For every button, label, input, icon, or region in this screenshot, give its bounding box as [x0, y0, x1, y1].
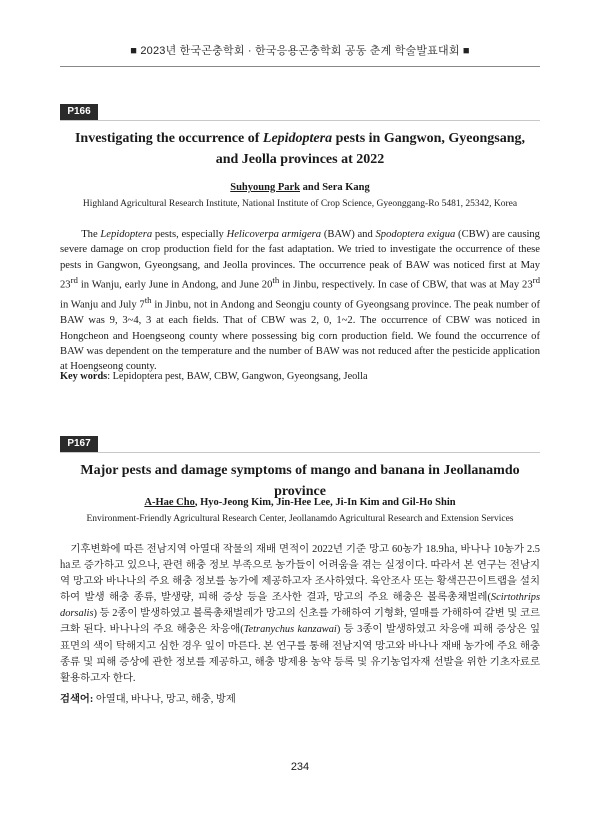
- paper-abstract: 기후변화에 따른 전남지역 아열대 작물의 재배 면적이 2022년 기준 망고 60농가 18.9㏊, 바나나 10농가 2.5㏊로 증가하고 있으나, 관련 해충 정보 부족으로 농가들이 어려움을 겪는 실정이다. 따라서 본 연구는 전남지역 망고와 바나나의 주요 해충 정보를 농가에 제공하고자 조사하였다. 육안조사 또는 황색끈끈이트랩을 설치하여 발생 해충 종류, 발생량, 피해 증상 등을 조사한 결과, 망고의 주요 해충은 볼록총채벌레(Scirtothrips dorsalis) 등 2종이 발생하였고 볼록총채벌레가 망고의 신초를 가해하여 기형화, 열매를 가해하여 갈변 및 코르크화 된다. 바나나의 주요 해충은 차응애(Tetranychus kanzawai) 등 3종이 발생하였고 차응애 피해 증상은 잎 표면의 색이 탁해지고 심한 경우 잎이 마른다. 본 연구를 통해 전남지역 망고와 바나나 재배 농가에 주요 해충 종류 및 피해 증상에 관한 정보를 제공하고, 해충 방제용 농약 등록 및 유기농업자재 선발을 위한 기초자료로 활용하고자 한다.: [60, 544, 541, 684]
- paper-authors: Suhyoung Park and Sera Kang: [230, 182, 370, 193]
- conference-header: ■ 2023년 한국곤충학회 · 한국응용곤충학회 공동 춘계 학술발표대회 ■: [130, 45, 470, 57]
- paper-id-badge: P166: [60, 104, 98, 120]
- page-number: 234: [290, 761, 310, 773]
- paper-title: Investigating the occurrence of Lepidoptera pests in Gangwon, Gyeongsang, and Jeolla provinces at 2022: [74, 131, 526, 167]
- paper-affiliation: Environment-Friendly Agricultural Research Center, Jeollanamdo Agricultural Research and Extension Services: [86, 514, 514, 524]
- header-divider: [60, 66, 540, 67]
- paper-abstract: The Lepidoptera pests, especially Helicoverpa armigera (BAW) and Spodoptera exigua (CBW) are causing severe damage on crop production field for the fast adaptation. We tried to investigate the occurrence of these pests in Gangwon, Gyeongsang, and Jeolla provinces. The occurrence peak of BAW was noticed first at May 23rd in Wanju, early June in Andong, and June 20th in Jinbu, respectively. In case of CBW, that was at May 23rd in Wanju and July 7th in Jinbu, not in Andong and Seongju county of Gyeongsang province. The peak number of BAW was 9, 3~4, 3 at each fields. That of CBW was 2, 0, 1~2. The occurrence of CBW was noticed in Hongcheon and Hoengseong county where possessing big corn production field. We found the occurrence of BAW was dependent on the temperature and the number of BAW was not reduced after the pesticide application at Hoengseong county.: [60, 229, 540, 373]
- paper-id-badge: P167: [60, 436, 98, 452]
- paper-keywords: 검색어: 아열대, 바나나, 망고, 해충, 방제: [60, 694, 236, 705]
- section-divider: [60, 452, 540, 453]
- paper-authors: A-Hae Cho, Hyo-Jeong Kim, Jin-Hee Lee, Ji-In Kim and Gil-Ho Shin: [144, 497, 456, 508]
- paper-affiliation: Highland Agricultural Research Institute, National Institute of Crop Science, Gyeonggang-Ro 5481, 25342, Korea: [82, 199, 518, 209]
- paper-keywords: Key words: Lepidoptera pest, BAW, CBW, Gangwon, Gyeongsang, Jeolla: [60, 371, 368, 382]
- section-divider: [60, 120, 540, 121]
- paper-title: Major pests and damage symptoms of mango and banana in Jeollanamdo province: [80, 463, 520, 499]
